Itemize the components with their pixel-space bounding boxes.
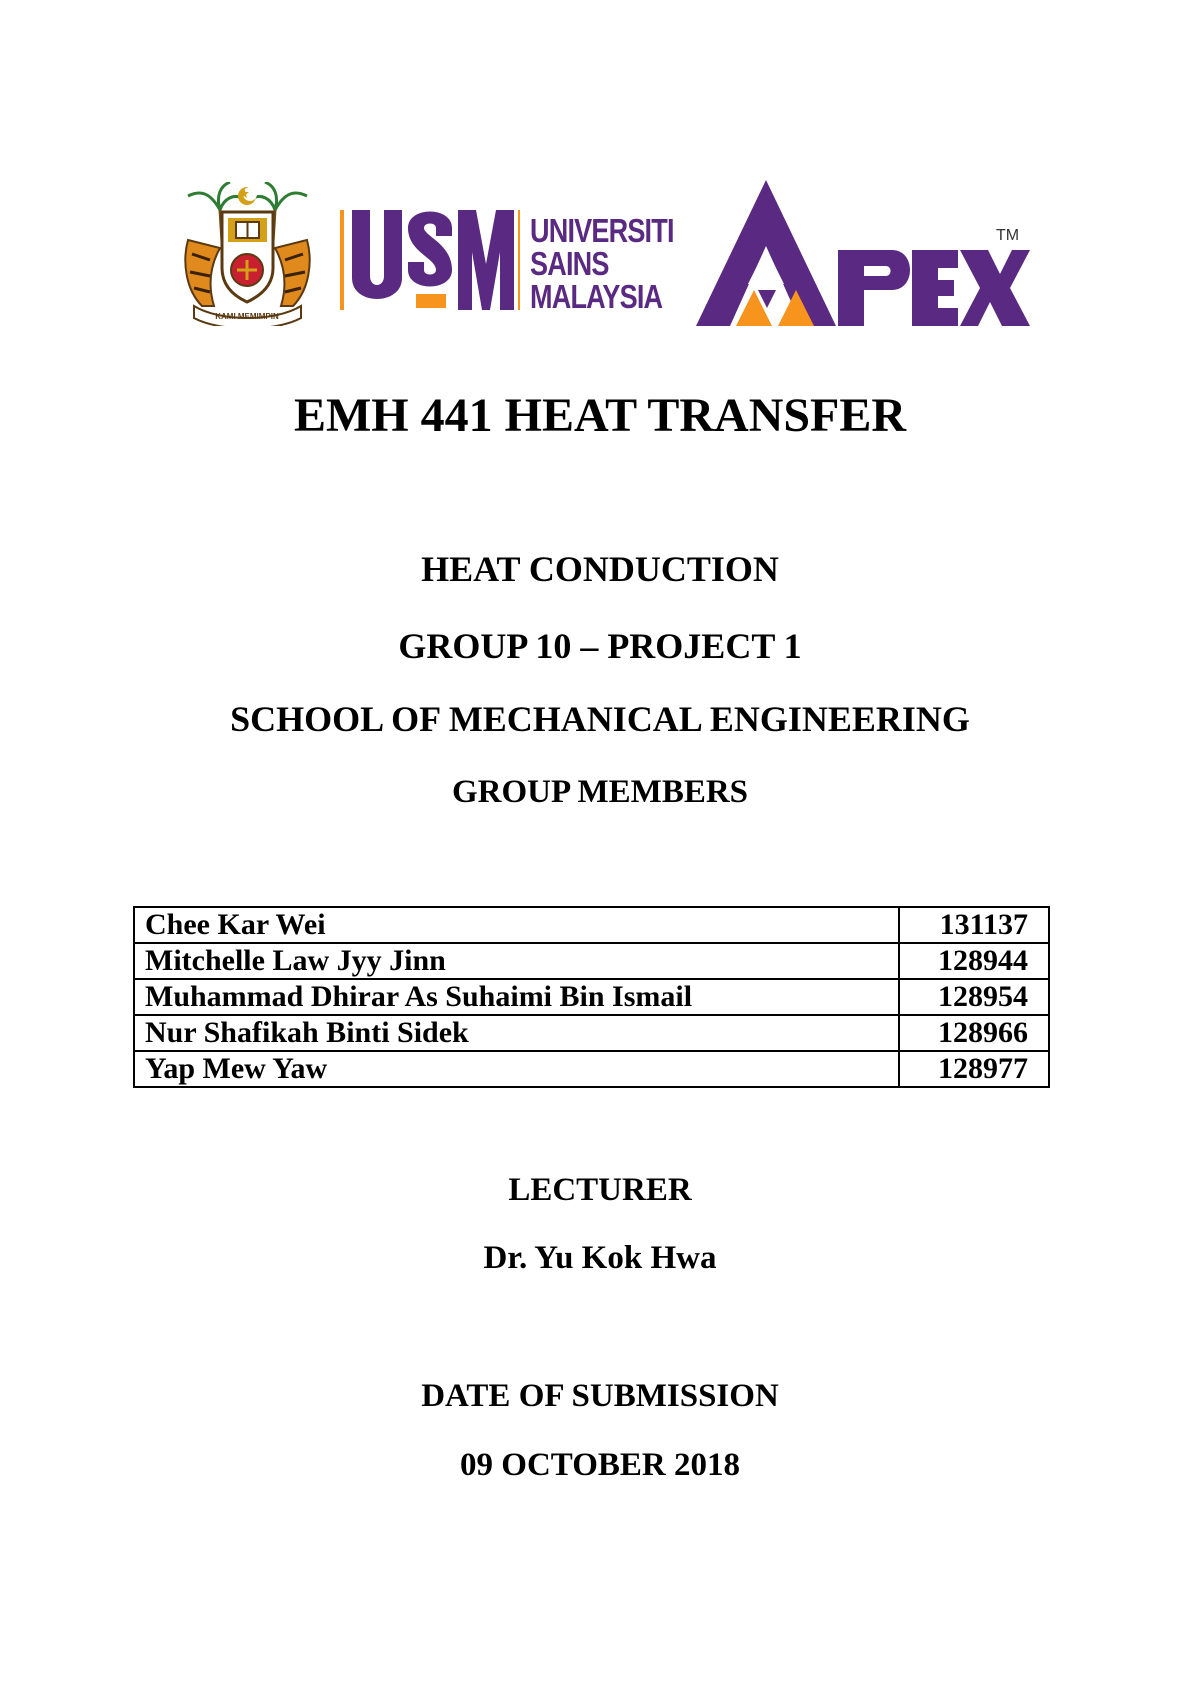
submission-heading: DATE OF SUBMISSION [421, 1378, 779, 1414]
usm-word-sains: SAINS [530, 245, 609, 282]
members-table [133, 906, 1050, 1088]
member-name: Chee Kar Wei [134, 907, 899, 943]
member-name: Nur Shafikah Binti Sidek [134, 1015, 899, 1051]
member-name: Mitchelle Law Jyy Jinn [134, 943, 899, 979]
svg-text:TM: TM [996, 227, 1020, 244]
project-topic: HEAT CONDUCTION [421, 549, 779, 589]
member-name: Muhammad Dhirar As Suhaimi Bin Ismail [134, 979, 899, 1015]
usm-logo [340, 210, 690, 315]
member-id: 128954 [899, 979, 1049, 1015]
table-row [134, 943, 1049, 979]
member-id: 128977 [899, 1051, 1049, 1087]
course-title: EMH 441 HEAT TRANSFER [293, 389, 907, 442]
logo-band [180, 176, 1030, 336]
members-heading: GROUP MEMBERS [451, 774, 749, 810]
lecturer-name: Dr. Yu Kok Hwa [483, 1240, 717, 1276]
university-crest-icon [180, 182, 315, 326]
table-row [134, 1051, 1049, 1087]
lecturer-heading: LECTURER [508, 1172, 692, 1208]
table-row [134, 979, 1049, 1015]
member-id: 128944 [899, 943, 1049, 979]
usm-word-universiti: UNIVERSITI [530, 212, 674, 249]
usm-wordmark [530, 214, 674, 313]
school-name: SCHOOL OF MECHANICAL ENGINEERING [230, 699, 970, 739]
usm-letters-icon [340, 210, 520, 310]
member-id: 131137 [899, 907, 1049, 943]
member-id: 128966 [899, 1015, 1049, 1051]
submission-date: 09 OCTOBER 2018 [460, 1447, 740, 1483]
table-row [134, 1015, 1049, 1051]
project-group: GROUP 10 – PROJECT 1 [398, 626, 802, 666]
svg-text:KAMI MEMIMPIN: KAMI MEMIMPIN [215, 312, 279, 321]
table-row [134, 907, 1049, 943]
usm-word-malaysia: MALAYSIA [530, 278, 663, 315]
member-name: Yap Mew Yaw [134, 1051, 899, 1087]
apex-logo-icon [696, 180, 1030, 328]
